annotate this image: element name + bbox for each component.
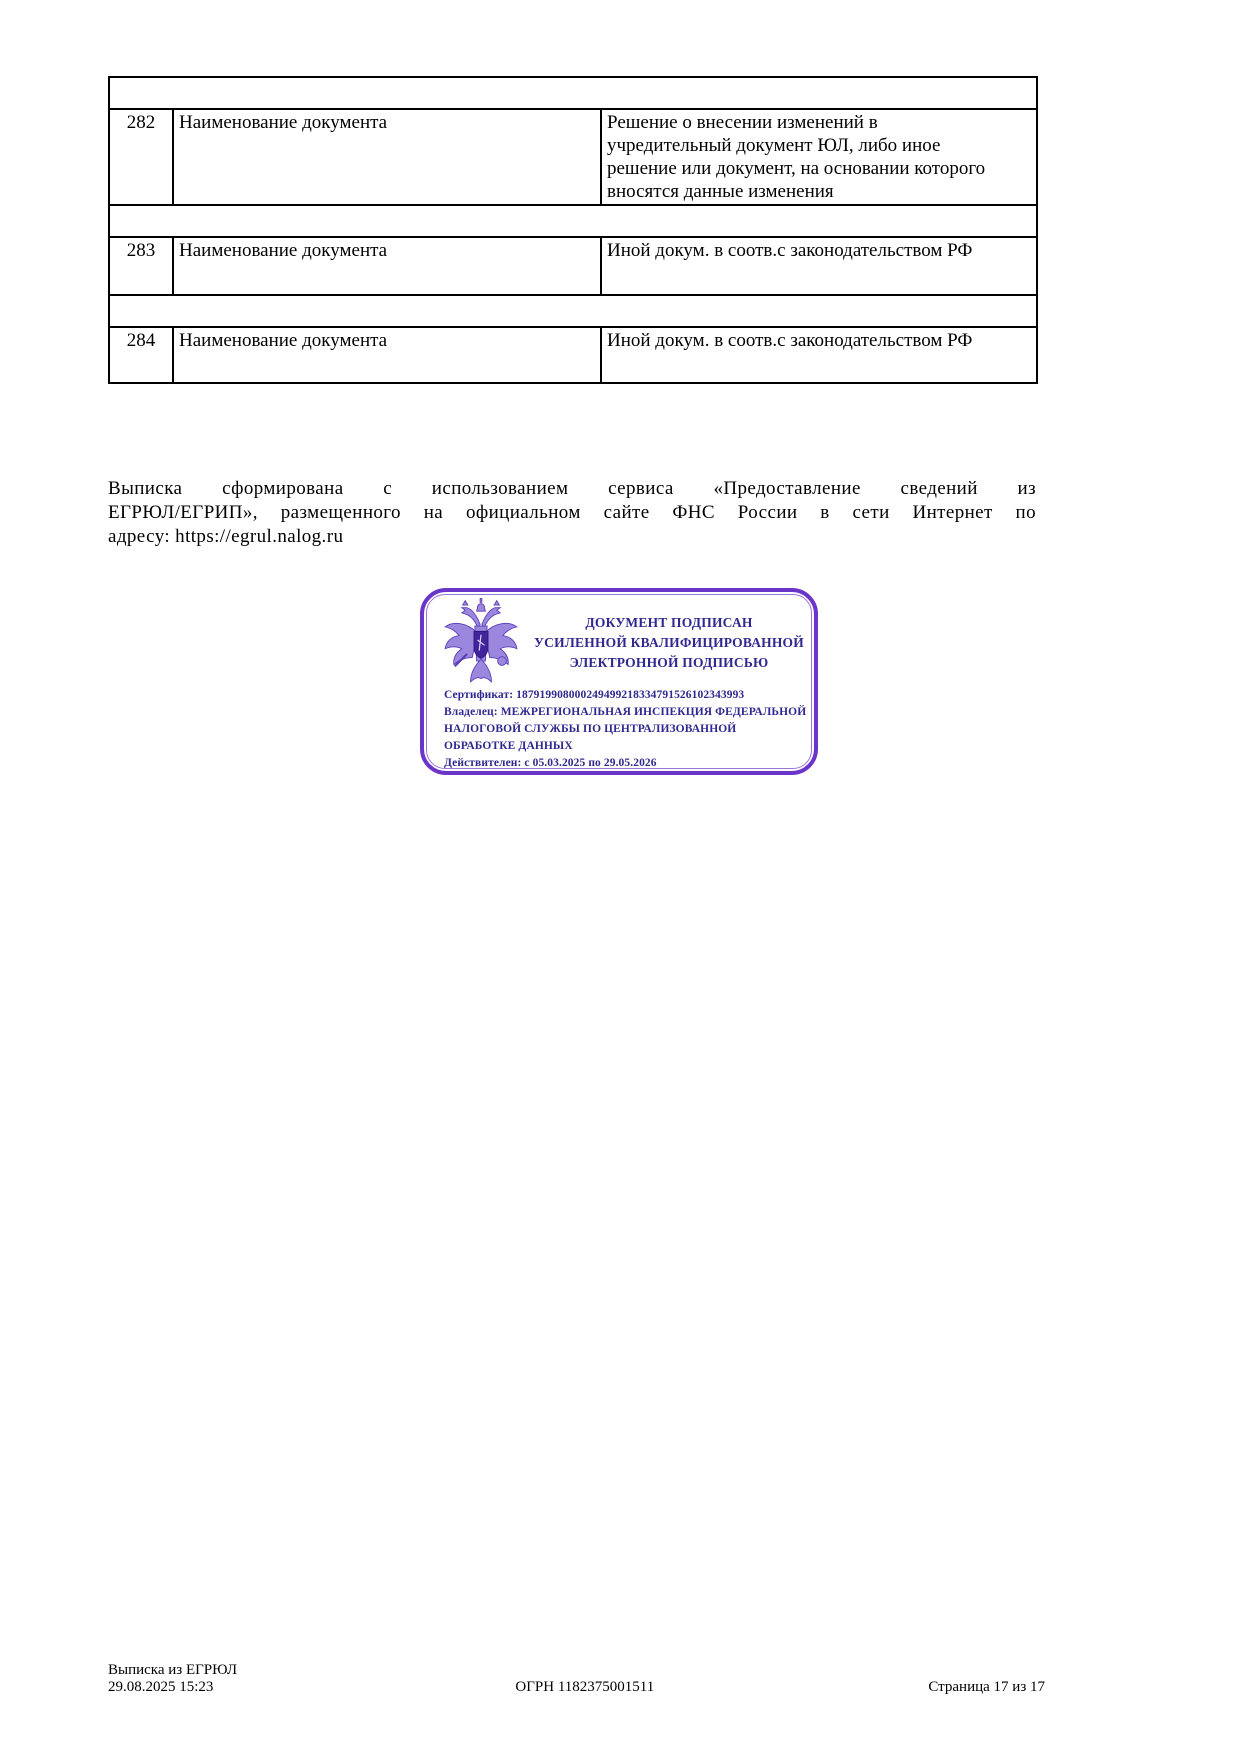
- egrul-link[interactable]: https://egrul.nalog.ru: [175, 526, 344, 547]
- table-spacer-cell: [109, 77, 1037, 109]
- certificate-line: [444, 687, 810, 704]
- service-note: [108, 477, 1036, 549]
- note-line: [108, 525, 1036, 549]
- table-spacer-cell: [109, 205, 1037, 237]
- row-number: 283: [109, 237, 173, 295]
- note-line: ЕГРЮЛ/ЕГРИП», размещенного на официальном сайте ФНС России в сети Интернет по: [108, 502, 1036, 523]
- footer-doc-type: Выписка из ЕГРЮЛ: [108, 1662, 237, 1678]
- stamp-title-line: УСИЛЕННОЙ КВАЛИФИЦИРОВАННОЙ: [534, 635, 804, 650]
- row-value: Иной докум. в соотв.с законодательством РФ: [601, 237, 1037, 295]
- stamp-title-line: ДОКУМЕНТ ПОДПИСАН: [585, 615, 753, 630]
- row-number: 284: [109, 327, 173, 383]
- table-row: [109, 237, 1037, 295]
- row-number: 282: [109, 109, 173, 205]
- footer-line: [108, 1679, 1045, 1696]
- validity-line: [444, 755, 810, 772]
- row-label: Наименование документа: [173, 237, 601, 295]
- stamp-info: [444, 687, 810, 772]
- stamp-title-line: ЭЛЕКТРОННОЙ ПОДПИСЬЮ: [569, 655, 769, 670]
- note-line: Выписка сформирована с использованием сервиса «Предоставление сведений из: [108, 478, 1036, 499]
- owner-line: [444, 704, 810, 755]
- validity-value: с 05.03.2025 по 29.05.2026: [524, 757, 657, 769]
- table-spacer-row: [109, 205, 1037, 237]
- signature-stamp: [420, 588, 818, 775]
- table-row: [109, 109, 1037, 205]
- document-table: [108, 76, 1038, 384]
- owner-value: МЕЖРЕГИОНАЛЬНАЯ ИНСПЕКЦИЯ ФЕДЕРАЛЬНОЙ НАЛОГОВОЙ СЛУЖБЫ ПО ЦЕНТРАЛИЗОВАННОЙ ОБРАБОТКЕ ДАННЫХ: [444, 706, 807, 752]
- footer-page-number: Страница 17 из 17: [928, 1679, 1045, 1695]
- table-spacer-row: [109, 77, 1037, 109]
- table-spacer-row: [109, 295, 1037, 327]
- certificate-value: 187919908000249499218334791526102343993: [516, 689, 745, 701]
- row-label: Наименование документа: [173, 109, 601, 205]
- row-value: Решение о внесении изменений в учредительный документ ЮЛ, либо иное решение или документ, на основании которого вносятся данные изменения: [601, 109, 1037, 205]
- footer-ogrn: ОГРН 1182375001511: [515, 1679, 655, 1695]
- table-spacer-cell: [109, 295, 1037, 327]
- owner-label: Владелец:: [444, 706, 498, 718]
- page-footer: [108, 1662, 1045, 1696]
- certificate-label: Сертификат:: [444, 689, 514, 701]
- row-value: Иной докум. в соотв.с законодательством РФ: [601, 327, 1037, 383]
- footer-datetime: 29.08.2025 15:23: [108, 1679, 214, 1695]
- stamp-title: [530, 613, 808, 673]
- validity-label: Действителен:: [444, 757, 522, 769]
- row-label: Наименование документа: [173, 327, 601, 383]
- note-address-prefix: адресу:: [108, 526, 176, 547]
- table-row: [109, 327, 1037, 383]
- russian-coat-of-arms-icon: [436, 598, 526, 696]
